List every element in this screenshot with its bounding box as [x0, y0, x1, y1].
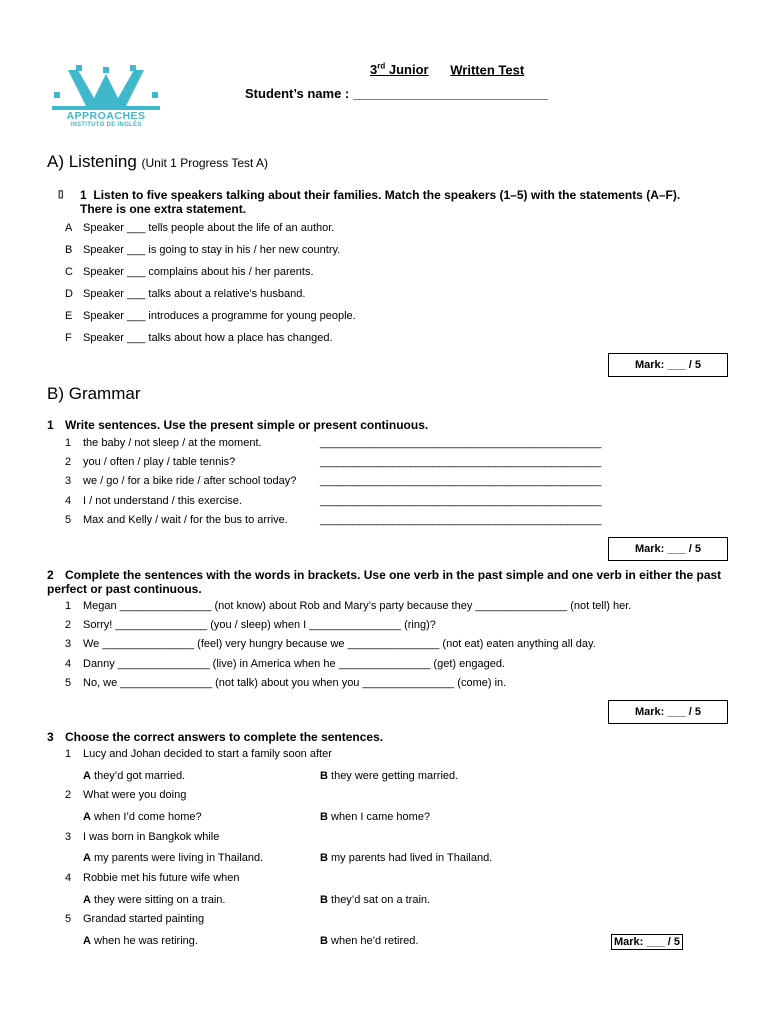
listening-mark-box: Mark: ___ / 5: [608, 353, 728, 377]
question-stem: 4 Robbie met his future wife when: [65, 872, 240, 884]
answer-line: __________________________________________________: [320, 514, 601, 526]
grammar-ex1-mark-box: Mark: ___ / 5: [608, 537, 728, 561]
grammar-ex2-instruction: 2 Complete the sentences with the words in brackets. Use one verb in the past simple and one verb in either the past perfect or past continuous.: [47, 568, 722, 596]
grammar-heading: B) Grammar: [47, 384, 141, 403]
table-row: 2 Sorry! _______________ (you / sleep) when I _______________ (ring)?: [65, 619, 436, 631]
table-row: 4 I / not understand / this exercise.: [65, 495, 242, 507]
table-row: 3 we / go / for a bike ride / after school today?: [65, 475, 297, 487]
bullet-icon: ▯: [58, 189, 64, 200]
list-item: C Speaker ___ complains about his / her parents.: [65, 266, 314, 278]
list-item: B Speaker ___ is going to stay in his / her new country.: [65, 244, 341, 256]
answer-line: __________________________________________________: [320, 456, 601, 468]
list-item: F Speaker ___ talks about how a place has changed.: [65, 332, 333, 344]
question-stem: 5 Grandad started painting: [65, 913, 205, 925]
option-a: A my parents were living in Thailand.: [83, 852, 264, 864]
table-row: 3 We _______________ (feel) very hungry because we _______________ (not eat) eaten anything all day.: [65, 638, 596, 650]
table-row: 1 the baby / not sleep / at the moment.: [65, 437, 262, 449]
option-b: B when I came home?: [320, 811, 431, 823]
option-b: B when he’d retired.: [320, 935, 419, 947]
option-b: B they were getting married.: [320, 770, 459, 782]
table-row: 2 you / often / play / table tennis?: [65, 456, 236, 468]
option-a: A they’d got married.: [83, 770, 186, 782]
listening-heading: A) Listening (Unit 1 Progress Test A): [47, 152, 269, 171]
option-b: B my parents had lived in Thailand.: [320, 852, 493, 864]
grammar-ex3-instruction: 3 Choose the correct answers to complete the sentences.: [47, 730, 384, 744]
listening-instruction: 1 Listen to five speakers talking about their families. Match the speakers (1–5) with the statements (A–F). There is one extra statement.: [80, 188, 681, 216]
list-item: A Speaker ___ tells people about the life of an author.: [65, 222, 335, 234]
grammar-ex1-instruction: 1 Write sentences. Use the present simple or present continuous.: [47, 418, 429, 432]
question-stem: 1 Lucy and Johan decided to start a family soon after: [65, 748, 332, 760]
table-row: 4 Danny _______________ (live) in America when he _______________ (get) engaged.: [65, 658, 505, 670]
grammar-ex2-mark-box: Mark: ___ / 5: [608, 700, 728, 724]
logo-text: APPROACHES: [66, 110, 146, 122]
option-a: A when I’d come home?: [83, 811, 202, 823]
answer-line: __________________________________________________: [320, 437, 601, 449]
table-row: 5 No, we _______________ (not talk) about you when you _______________ (come) in.: [65, 677, 507, 689]
list-item: D Speaker ___ talks about a relative’s husband.: [65, 288, 306, 300]
question-stem: 2 What were you doing: [65, 789, 187, 801]
student-name-field: Student’s name : ___________________________: [245, 86, 549, 101]
logo-subtext: INSTITUTO DE INGLÉS: [70, 122, 142, 128]
option-a: A when he was retiring.: [83, 935, 198, 947]
answer-line: __________________________________________________: [320, 475, 601, 487]
answer-line: __________________________________________________: [320, 495, 601, 507]
option-a: A they were sitting on a train.: [83, 894, 226, 906]
test-title: 3rd Junior Written Test: [370, 62, 525, 78]
list-item: E Speaker ___ introduces a programme for young people.: [65, 310, 356, 322]
question-stem: 3 I was born in Bangkok while: [65, 831, 220, 843]
grammar-ex3-mark-box: Mark: ___ / 5: [611, 934, 683, 950]
table-row: 5 Max and Kelly / wait / for the bus to arrive.: [65, 514, 288, 526]
table-row: 1 Megan _______________ (not know) about Rob and Mary’s party because they _______________ (not tell) her.: [65, 600, 632, 612]
option-b: B they’d sat on a train.: [320, 894, 431, 906]
